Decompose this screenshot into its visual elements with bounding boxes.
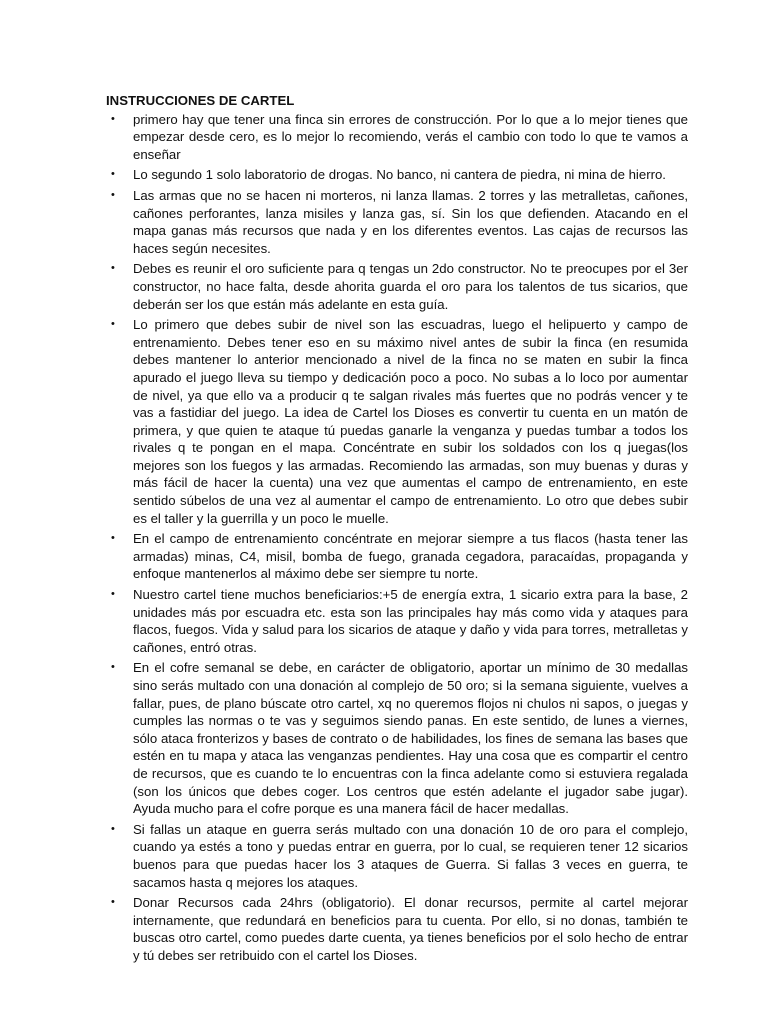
list-item-text: Nuestro cartel tiene muchos beneficiarios:+5 de energía extra, 1 sicario extra para la base, 2 unidades más por escuadra etc. esta son las principales hay más como vida y ataques para flacos, fuegos. Vida y salud para los sicarios de ataque y daño y vida para torres, metralletas y cañones, entró otras. xyxy=(133,587,688,655)
list-item xyxy=(106,894,688,964)
bullet-icon: • xyxy=(111,318,115,331)
list-item-text: Lo segundo 1 solo laboratorio de drogas. No banco, ni cantera de piedra, ni mina de hierro. xyxy=(133,167,666,183)
bullet-icon: • xyxy=(111,896,115,909)
list-item-text: En el cofre semanal se debe, en carácter de obligatorio, aportar un mínimo de 30 medallas sino serás multado con una donación al complejo de 50 oro; si la semana siguiente, vuelves a fallar, pues, de plano búscate otro cartel, xq no queremos flojos ni chulos ni sapos, o juegas y cumples las normas o te vas y seguimos siendo panas. En este sentido, de lunes a viernes, sólo ataca fronterizos y bases de contrato o de habilidades, los fines de semana las bases que estén en tu mapa y ataca las venganzas pendientes. Hay una cosa que es compartir el centro de recursos, que es cuando te lo encuentras con la finca adelante como si estuviera regalada (son los únicos que debes coger. Los centros que estén adelante el jugador sabe jugar). Ayuda mucho para el cofre porque es una manera fácil de hacer medallas. xyxy=(133,660,688,817)
bullet-icon: • xyxy=(111,262,115,275)
list-item xyxy=(106,586,688,656)
list-item xyxy=(106,821,688,891)
bullet-icon: • xyxy=(111,112,115,125)
list-item-text: Lo primero que debes subir de nivel son las escuadras, luego el helipuerto y campo de entrenamiento. Debes tener eso en su máximo nivel antes de subir la finca (en resumida debes mantener lo anterior mencionado a nivel de la finca no se maten en subir la finca apurado el juego lleva su tiempo y dedicación poco a poco. No subas a lo loco por aumentar de nivel, ya que ello va a producir q te salgan rivales más fuertes que no podrás vencer y te vas a fastidiar del juego. La idea de Cartel los Dioses es convertir tu cuenta en un matón de primera, y que quien te ataque tú puedas ganarle la venganza y puedas tumbar a todos los rivales q te pongan en el mapa. Concéntrate en subir los soldados con los q juegas(los mejores son los fuegos y las armadas. Recomiendo las armadas, son muy buenas y duras y más fácil de hacer la cuenta) una vez que aumentas el campo de entrenamiento, en este sentido súbelos de una vez al aumentar el campo de entrenamiento. Lo otro que debes subir es el taller y la guerrilla y un poco le muelle. xyxy=(133,317,688,526)
list-item xyxy=(106,659,688,817)
list-item-text: En el campo de entrenamiento concéntrate en mejorar siempre a tus flacos (hasta tener las armadas) minas, C4, misil, bomba de fuego, granada cegadora, paracaídas, propaganda y enfoque mantenerlos al máximo debe ser siempre tu norte. xyxy=(133,531,688,582)
list-item-text: primero hay que tener una finca sin errores de construcción. Por lo que a lo mejor tienes que empezar desde cero, es lo mejor lo recomiendo, verás el cambio con todo lo que te vamos a enseñar xyxy=(133,111,688,162)
list-item xyxy=(106,316,688,527)
bullet-icon: • xyxy=(111,822,115,835)
document-body xyxy=(106,92,688,968)
list-item xyxy=(106,530,688,583)
bullet-icon: • xyxy=(111,188,115,201)
bullet-icon: • xyxy=(111,661,115,674)
list-item-text: Debes es reunir el oro suficiente para q tengas un 2do constructor. No te preocupes por el 3er constructor, no hace falta, desde ahorita guarda el oro para los talentos de tus sicarios, que deberán ser los que están más adelante en esta guía. xyxy=(133,261,688,312)
list-item xyxy=(106,166,688,184)
list-item-text: Las armas que no se hacen ni morteros, ni lanza llamas. 2 torres y las metralletas, cañones, cañones perforantes, lanza misiles y lanza gas, sí. Sin los que defienden. Atacando en el mapa ganas más recursos que nada y en los diferentes eventos. Las cajas de recursos las haces según necesites. xyxy=(133,187,688,256)
list-item-text: Donar Recursos cada 24hrs (obligatorio). El donar recursos, permite al cartel mejorar internamente, que redundará en beneficios para tu cuenta. Por ello, si no donas, también te buscas otro cartel, como puedes darte cuenta, ya tienes beneficios por el solo hecho de entrar y tú debes ser retribuido con el cartel los Dioses. xyxy=(133,895,688,963)
list-item xyxy=(106,187,688,257)
bullet-icon: • xyxy=(111,532,115,545)
list-item-text: Si fallas un ataque en guerra serás multado con una donación 10 de oro para el complejo, cuando ya estés a tono y puedas entrar en guerra, por lo cual, se requieren tener 12 sicarios buenos para que puedas hacer los 3 ataques de Guerra. Si fallas 3 veces en guerra, te sacamos hasta q mejores los ataques. xyxy=(133,821,688,890)
document-title: INSTRUCCIONES DE CARTEL xyxy=(106,93,295,108)
bullet-icon: • xyxy=(111,168,115,181)
list-item xyxy=(106,111,688,164)
instruction-list xyxy=(106,111,688,965)
bullet-icon: • xyxy=(111,588,115,601)
list-item xyxy=(106,260,688,313)
